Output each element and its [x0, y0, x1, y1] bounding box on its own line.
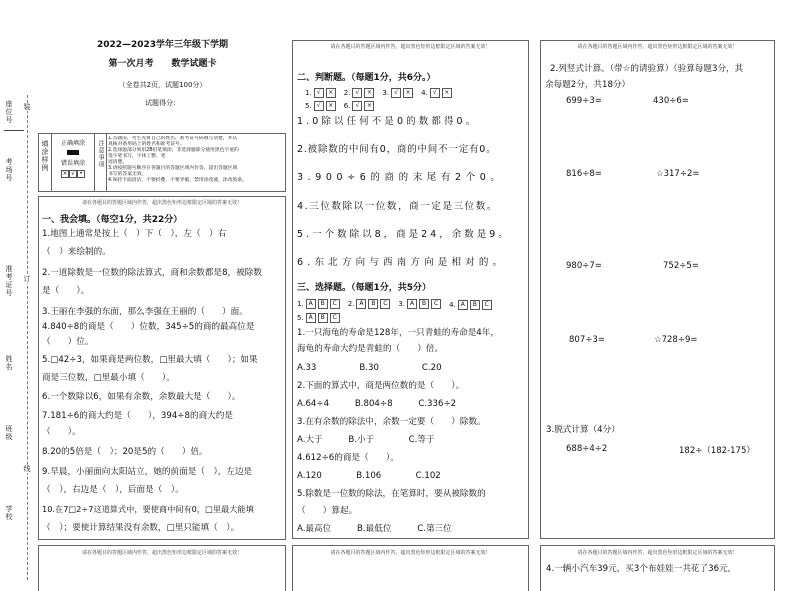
instructions-box	[38, 133, 286, 192]
question-text: 2.下面的算式中，商是两位数的是（ ）。	[297, 380, 465, 391]
bottom-box-3	[540, 545, 775, 591]
question-text: （ ）位。	[42, 336, 94, 347]
calc-heading: 2.列竖式计算。（带☆的请验算）（验算每题3分，其	[550, 64, 744, 74]
binding-label-name: 姓名	[5, 355, 13, 371]
select-choice[interactable]: 3. A B C	[398, 297, 441, 310]
question-text: 商是三位数，□里最小填（ ）。	[42, 373, 175, 384]
question-text: （ ）。	[42, 426, 81, 437]
question-text: （ ）；要使计算结果没有余数，□里只能填（ ）。	[42, 522, 240, 533]
notes-line: 1.答题前，考生先将自己的姓名、准考证号码填写清楚，并认	[108, 136, 238, 141]
binding-label-seat: 座位号	[5, 100, 13, 124]
select-choice[interactable]: 5. A B C	[297, 313, 340, 323]
score-label: 试题得分：	[145, 99, 180, 108]
judge-choice[interactable]: 2. √ ×	[344, 88, 375, 98]
wrong-fill-marks: × √ •	[52, 170, 94, 178]
question-text: 7.181÷6的商大约是（ ），394÷8的商大约是	[42, 411, 233, 422]
binding-label-class: 班级	[5, 425, 13, 441]
exam-title: 2022—2023学年三年级下学期	[96, 40, 229, 50]
calc-item: 699÷3=	[566, 96, 602, 106]
calc-item: 430÷6=	[653, 96, 689, 106]
question-text: 6.东北方向与西南方向是相对的。	[297, 257, 507, 269]
question-text: 5.一个数除以8，商是24，余数是9。	[297, 228, 511, 240]
section1-title: 一、我会填。（每空1分，共22分）	[42, 215, 183, 225]
column3-box	[540, 40, 775, 539]
judge-row	[305, 88, 528, 98]
question-text: （ ）来绘制的。	[42, 247, 111, 258]
question-text: 1.一只海龟的寿命是128年，一只青蛙的寿命是4年，	[297, 328, 499, 339]
section3-questions	[297, 328, 528, 534]
select-choice[interactable]: 4. A B C	[449, 300, 492, 310]
judge-row	[305, 101, 528, 111]
question-text: 3.900÷6的商的末尾有2个0。	[297, 172, 505, 184]
binding-cut-word-3: 线	[23, 465, 31, 473]
question-text: A.33 B.30 C.20	[297, 362, 442, 373]
question-text: 1.地图上通常是按上（ ）下（ ），左（ ）右	[42, 229, 227, 239]
fill-label-cell	[39, 134, 52, 191]
section2-title: 二、判断题。（每题1分，共6分。）	[297, 73, 436, 83]
question-text: A.大于 B.小于 C.等于	[297, 435, 435, 446]
notice-text: 请在各题目的答题区域内作答，超出黑色矩形边框限定区域的答案无效！	[81, 550, 242, 556]
choice-answer-grid	[297, 297, 527, 323]
notice-text: 请在各题目的答题区域内作答，超出黑色矩形边框限定区域的答案无效！	[330, 44, 491, 50]
judge-choice[interactable]: 5. √ ×	[305, 101, 336, 111]
fill-example-label: 填涂样例	[41, 140, 49, 172]
judge-choice[interactable]: 3. √ ×	[382, 88, 413, 98]
calc-heading: 余每题2分，共18分）	[545, 80, 631, 91]
question-text: 4.840÷8的商是（ ）位数，345÷5的商的最高位是	[42, 321, 255, 332]
notes-line: 迹清楚。	[108, 159, 128, 165]
select-choice[interactable]: 2. A B C	[348, 297, 391, 310]
calc-item: 752÷5=	[663, 261, 699, 271]
question-text: 9.早晨，小丽面向太阳站立，她的前面是（ ），左边是	[42, 466, 253, 477]
notes-line: 2.选择题部分须用2B铅笔填涂；非选择题部分使用黑色字迹的	[108, 147, 239, 153]
question-text: 5.除数是一位数的除法，在笔算时，要从被除数的	[297, 489, 486, 500]
section3-title: 三、选择题。（每题1分，共5分）	[297, 283, 432, 294]
cut-line	[27, 95, 28, 580]
notice-text: 请在各题目的答题区域内作答，超出黑色矩形边框限定区域的答案无效！	[577, 550, 738, 556]
exam-info: （全卷共2页，试题100分）	[118, 80, 207, 89]
binding-blank-line	[4, 130, 24, 131]
question-text: 4.612÷6的商是（ ）。	[297, 453, 399, 464]
calc-item: ☆728÷9=	[654, 335, 698, 345]
question-text: 2.被除数的中间有0，商的中间不一定有0。	[297, 144, 497, 156]
question-text: 6.一个数除以6，如果有余数，余数最大是（ ）。	[42, 392, 241, 403]
judge-choice[interactable]: 1. √ ×	[305, 88, 336, 98]
question-text: （ ），右边是（ ），后面是（ ）。	[42, 484, 184, 495]
header	[40, 40, 285, 108]
bottom-box-2	[292, 545, 529, 591]
section1-box	[38, 196, 286, 540]
column2-box	[292, 40, 529, 539]
judge-choice[interactable]: 6. √ ×	[344, 101, 375, 111]
notice-text: 请在各题目的答题区域内作答，超出黑色矩形边框限定区域的答案无效！	[81, 200, 242, 206]
notes-text	[108, 136, 284, 190]
section2-questions	[297, 116, 528, 268]
notes-line: 真核对条形码上的姓名和准考证号。	[108, 141, 185, 147]
correct-fill-mark	[67, 150, 79, 155]
fill-example	[52, 134, 95, 191]
calc-item: 182÷（182-175）	[679, 446, 755, 456]
question-text: 1.0除以任何不是0的数都得0。	[297, 116, 479, 127]
section1-questions	[42, 229, 285, 533]
binding-label-school: 学校	[5, 505, 13, 521]
notes-label: 注意事项	[97, 140, 104, 168]
notes-line: 签字笔书写，字体工整、笔	[108, 153, 166, 159]
question-text: 10.在7□2÷7这道算式中，要使商中间有0，□里最大能填	[42, 504, 254, 515]
bottom-box-1	[38, 545, 286, 591]
exam-subtitle: 第一次月考 数学试题卡	[108, 59, 217, 70]
select-choice[interactable]: 1. A B C	[297, 297, 340, 310]
calc-item: 688÷4÷2	[566, 444, 608, 454]
question-text: 8.20的5倍是（ ）；20是5的（ ）倍。	[42, 446, 208, 457]
binding-label-room: 考场号	[5, 158, 13, 182]
notice-text: 请在各题目的答题区域内作答，超出黑色矩形边框限定区域的答案无效！	[330, 550, 491, 556]
wrong-fill-label: 错误填涂	[60, 160, 85, 167]
calc-item: 980÷7=	[566, 261, 602, 271]
question-text: A.64÷4 B.804÷8 C.336÷2	[297, 398, 457, 409]
notes-line: 4.保持卡面清洁，不要折叠、不要弄破，禁用涂改液，涂改胶条。	[108, 177, 247, 183]
calc-heading: 3.脱式计算（4分）	[546, 425, 620, 435]
notes-label-cell	[95, 134, 107, 191]
judge-answer-grid	[305, 88, 528, 111]
notes-line: 书写的答案无效。	[108, 171, 147, 177]
binding-label-id: 准考证号	[5, 265, 13, 297]
question-text: 2.一道除数是一位数的除法算式，商和余数都是8，被除数	[42, 268, 262, 279]
question-text: （ ）算起。	[297, 505, 358, 516]
judge-choice[interactable]: 4. √ ×	[421, 88, 452, 98]
question-text: 海龟的寿命大约是青蛙的（ ）倍。	[297, 344, 444, 355]
correct-fill-label: 正确填涂	[60, 140, 85, 147]
question-text: 3.王丽在李强的东面，那么李强在王丽的（ ）面。	[42, 306, 248, 317]
binding-cut-word-1: 装	[23, 103, 31, 111]
question-text: A.最高位 B.最低位 C.第三位	[297, 523, 452, 534]
notes-line: 3.请按照题号顺序在各题目的答题区域内作答，超出答题区域	[108, 165, 238, 171]
calc-item: 807÷3=	[569, 335, 605, 345]
calc-item: ☆317÷2=	[656, 169, 700, 179]
question-text: A.120 B.106 C.102	[297, 471, 441, 482]
question-text: 3.在有余数的除法中，余数一定要（ ）除数。	[297, 416, 486, 427]
question-text: 5.□42÷3，如果商是两位数，□里最大填（ ）；如果	[42, 354, 258, 365]
notice-text: 请在各题目的答题区域内作答，超出黑色矩形边框限定区域的答案无效！	[577, 44, 738, 50]
question-text: 4.一辆小汽车39元，买3个布娃娃一共花了36元，	[546, 564, 737, 574]
question-text: 4.三位数除以一位数，商一定是三位数。	[297, 200, 498, 212]
calc-item: 816÷8=	[566, 169, 602, 179]
question-text: 是（ ）。	[42, 286, 90, 297]
binding-cut-word-2: 订	[23, 275, 31, 283]
